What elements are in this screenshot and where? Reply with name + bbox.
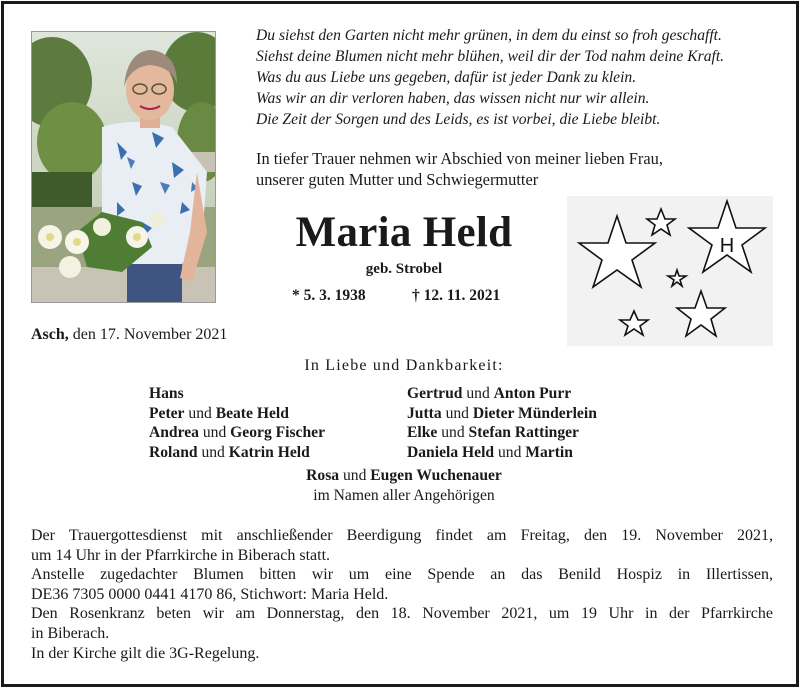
gratitude-heading: In Liebe und Dankbarkeit: xyxy=(304,357,504,374)
mourner-row: Gertrud und Anton Purr xyxy=(407,385,572,402)
intro-line: In tiefer Trauer nehmen wir Abschied von meiner lieben Frau, xyxy=(256,149,663,168)
place-date xyxy=(31,326,227,344)
closing-mourners xyxy=(204,466,604,506)
poem-line: Was wir an dir verloren haben, das wissen nicht nur wir allein. xyxy=(256,90,650,107)
date: den 17. November 2021 xyxy=(72,326,228,343)
all-relatives-line: im Namen aller Angehörigen xyxy=(313,487,495,504)
small-star xyxy=(647,209,675,235)
mourner-row: Peter und Beate Held xyxy=(149,404,289,422)
poem-line: Siehst deine Blumen nicht mehr blühen, weil dir der Tod nahm deine Kraft. xyxy=(256,48,725,65)
stars-graphic xyxy=(567,196,773,346)
service-line: um 14 Uhr in der Pfarrkirche in Biberach statt. xyxy=(31,546,331,564)
service-line: DE36 7305 0000 0441 4170 86, Stichwort: Maria Held. xyxy=(31,585,389,603)
town: Asch, xyxy=(31,326,69,343)
service-line: Den Rosenkranz beten wir am Donnerstag, den 18. November 2021, um 19 Uhr in der Pfarrkirche xyxy=(31,605,773,623)
star-letter: H xyxy=(719,235,735,257)
poem-line: Was du aus Liebe uns gegeben, dafür ist jeder Dank zu klein. xyxy=(256,69,637,86)
mourner-row: Andrea und Georg Fischer xyxy=(149,424,325,441)
poem-line: Du siehst den Garten nicht mehr grünen, in dem du einst so froh geschafft. xyxy=(256,27,722,44)
service-line: In der Kirche gilt die 3G-Regelung. xyxy=(31,644,260,662)
small-star xyxy=(620,311,648,335)
mourner-row: Jutta und Dieter Münderlein xyxy=(407,404,597,422)
birth-name: geb. Strobel xyxy=(365,261,443,277)
obituary-notice xyxy=(1,1,799,687)
poem-line: Die Zeit der Sorgen und des Leids, es ist vorbei, die Liebe bleibt. xyxy=(256,111,661,128)
large-star xyxy=(579,216,655,287)
medium-star xyxy=(677,291,725,336)
birth-date: * 5. 3. 1938 xyxy=(292,287,366,304)
intro-text xyxy=(256,148,776,190)
mourner-row: Elke und Stefan Rattinger xyxy=(407,424,579,441)
mourner-row: Daniela Held und Martin xyxy=(407,443,573,461)
service-line: Anstelle zugedachter Blumen bitten wir um eine Spende an das Benild Hospiz in Illertissen, xyxy=(31,566,773,584)
poem xyxy=(256,25,776,130)
service-information xyxy=(31,526,773,663)
family-column-right xyxy=(407,384,597,462)
death-date: † 12. 11. 2021 xyxy=(412,287,501,304)
intro-line: unserer guten Mutter und Schwiegermutter xyxy=(256,170,539,189)
mourner-row: Rosa und Eugen Wuchenauer xyxy=(306,467,502,484)
service-line: Der Trauergottesdienst mit anschließender Beerdigung findet am Freitag, den 19. November 2021, xyxy=(31,527,773,544)
small-star xyxy=(668,270,686,286)
family-column-left xyxy=(149,384,325,462)
service-line: in Biberach. xyxy=(31,624,110,642)
mourner-row: Hans xyxy=(149,385,184,402)
mourner-row: Roland und Katrin Held xyxy=(149,443,310,461)
deceased-name: Maria Held xyxy=(295,209,513,256)
portrait-photo xyxy=(31,31,216,303)
